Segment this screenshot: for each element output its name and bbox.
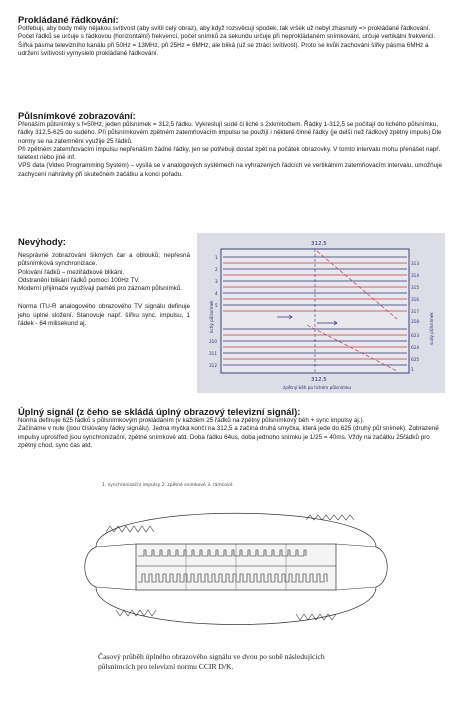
figure2-top-text: 1. synchronizační impulsy 2. zpětné snímkové 3. rámcové (102, 483, 233, 488)
row-label: 317 (411, 309, 419, 314)
row-label: 315 (411, 285, 419, 290)
row-label: 314 (411, 273, 419, 278)
row-label: 311 (209, 351, 217, 356)
paragraph: Při zpětném zatemňovacím impulsu nepřenáším žádné řádky, jen se potřebuji dostat zpět na počátek obrazovky. V tomto intervalu mohu přenášet např. teletext nebo jiné inf. (18, 145, 441, 162)
paragraph: Počet řádků se určuje s řádkovou (horizontální) frekvencí, počet snímků za sekundu určuje při neprokládaném snímkování, určuje vertikální frekvenci. (18, 33, 436, 41)
section-heading: Úplný signál (z čeho se skládá úplný obrazový televizní signál): (18, 406, 301, 417)
row-label: 312 (209, 363, 217, 368)
row-label: 4 (215, 291, 218, 296)
row-label: 310 (209, 339, 217, 344)
composite-signal-diagram (76, 492, 396, 642)
paragraph: Moderní přijímače využívají paměti pro záznam půlsnímků. (18, 285, 183, 293)
row-label: 1 (215, 255, 218, 260)
section-interlaced-scanning (18, 14, 443, 58)
bottom-label: 312,5 (311, 377, 327, 383)
paragraph: VPS data (Video Programming Systém) – vysílá se v analogových systémech na vyhrazených řádcích ve vertikálním zatemňovacím intervalu, umožňuje zachycení nahrávky při skutečném začátku a konci pořadu. (18, 162, 443, 178)
composite-signal-svg (76, 492, 396, 642)
bottom-caption: zpětný běh po lichém půlsnímku (283, 385, 352, 390)
row-label: 318 (411, 319, 419, 324)
section-heading: Prokládané řádkování: (18, 14, 119, 25)
paragraph: Polování řádků – meziřádkové blikání. (18, 268, 125, 276)
paragraph: Přenáším půlsnímky s f=50Hz, jeden půlsnímek = 312,5 řádku. Vykreslují sudé či liché s 2xkmitočtem. Řádky 1-312,5 se počítají do lichého půlsnímku, řádky 312,5-625 do sudého. Při půlsnímkovém zpětném zatemňovacím impulsu se použijí i některé činné řádky (je delší než řádkový zpětný impuls) Dle normy se na zatemnění využije 25 řádků. (18, 121, 442, 145)
interlace-diagram (197, 233, 445, 393)
row-label: 5 (215, 303, 218, 308)
paragraph: Odstranění blikání řádků pomocí 100Hz TV. (18, 276, 140, 284)
row-label: 623 (411, 333, 419, 338)
row-label: 624 (411, 345, 419, 350)
paragraph: Nesprávné zobrazování šikmých čar a oblouků; nepřesná půlsnímková synchronizace. (18, 252, 190, 268)
paragraph: Norma definuje 625 řádků s půlsnímkovým prokládáním (v každém 25 řádků na zpětný půlsnímkový běh + sync impulsy aj.). (18, 417, 365, 424)
paragraph: Norma ITU-R analogového obrazového TV signálu definuje jeho úplné složení. Stanovuje např. šířku sync. impulsu, 1 řádek - 64 milisekund aj. (18, 303, 190, 328)
section-composite-signal (18, 406, 443, 450)
paragraph: Začínáme v nule (jsou číslovány řádky signálu). Jedna myčka končí na 312,5 a začíná druhá smyčka, která jede do 625 (druhý půl snímek). Zobrazené impulsy uprostřed jsou synchronizační, zpětné snímkové atd. Doba řádku 64us, doba jednoho snímku je 1/25 = 40ms. Vždy na začátku 25řádků pro zpětný chod, sync čas atd. (18, 425, 439, 449)
section-field-display (18, 110, 443, 179)
paragraph: Potřebuji, aby body měly nějakou svítivost (aby svítil celý obraz), aby když rozsvěcuji spodek, tak vršek už nebyl zhasnutý => prokládané řádkování. (18, 25, 431, 32)
figure2-caption: Časový průběh úplného obrazového signálu ve dvou po sobě následujících půlsnímcích pro televizní normu CCIR D/K. (98, 652, 325, 671)
row-label: 2 (215, 267, 218, 272)
paragraph: Šířka pásma televizního kanálu při 50Hz = 13MHz, při 25Hz = 6MHz, ale bliká (už se ztrácí svítivost). Proto se kvůli zachování šířky pásma 6MHz a udržení svítivosti vymyslelo prokládané řádkování. (18, 41, 429, 57)
interlace-diagram-svg (197, 233, 445, 393)
section-disadvantages (18, 236, 190, 328)
row-label: 313 (411, 261, 419, 266)
left-axis-label: lichý půlsnímek (209, 300, 214, 333)
row-label: 3 (215, 279, 218, 284)
top-label: 312,5 (311, 241, 327, 247)
row-label: 316 (411, 297, 419, 302)
right-axis-label: sudý půlsnímek (429, 312, 434, 345)
section-heading: Nevýhody: (18, 236, 66, 247)
spacer (18, 293, 190, 303)
row-label: 1 (411, 367, 414, 372)
section-heading: Půlsnímkové zobrazování: (18, 110, 136, 121)
row-label: 625 (411, 357, 419, 362)
